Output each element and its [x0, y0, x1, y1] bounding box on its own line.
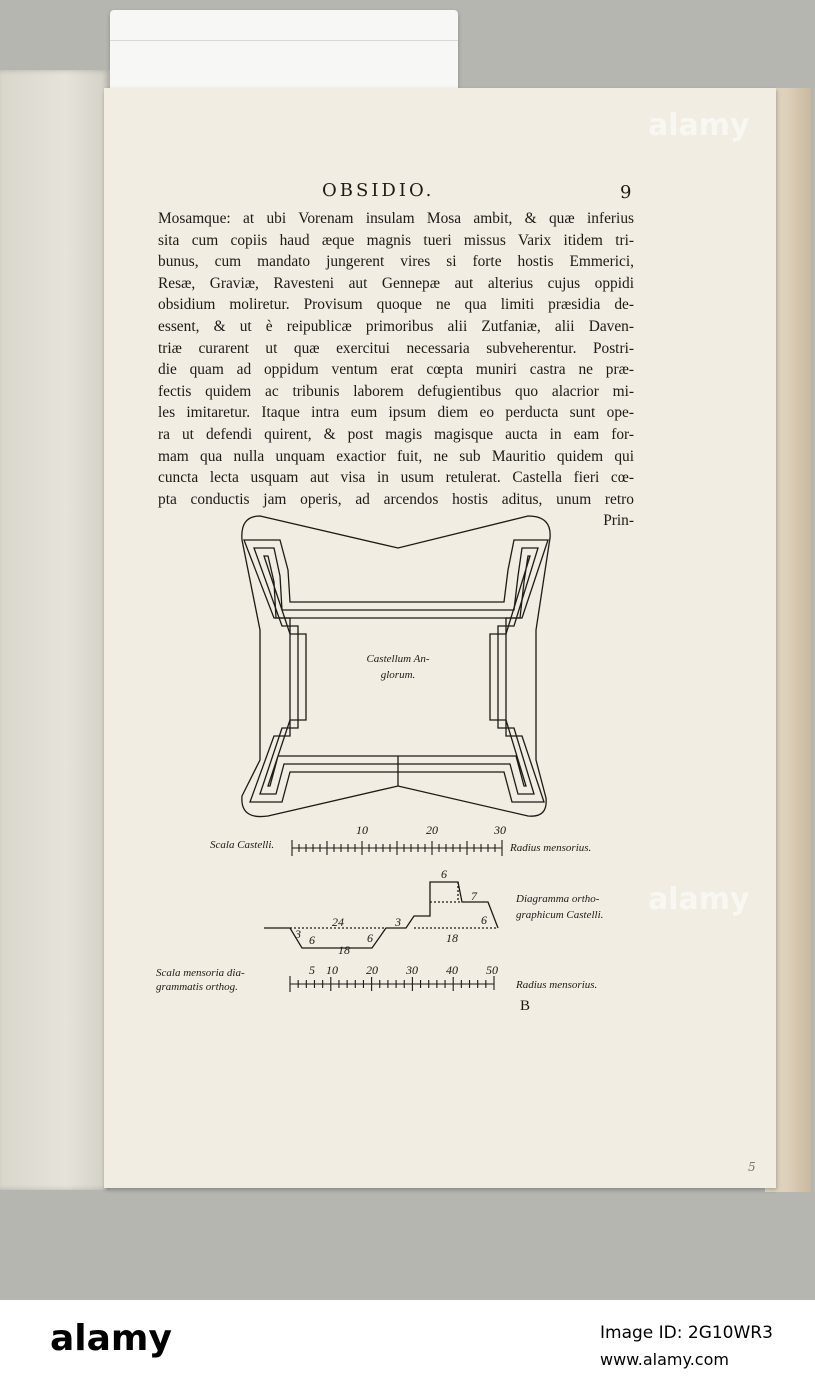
diagram-scale-tick-label: 10: [326, 963, 338, 977]
text-line: Mosamque: at ubi Vorenam insulam Mosa ambit, & quæ inferius: [158, 210, 634, 227]
catchword: Prin-: [603, 512, 634, 530]
diagram-scale-left-line1: Scala mensoria dia-: [156, 967, 245, 979]
watermark: alamy: [648, 882, 750, 917]
profile-dimension: 24: [332, 915, 344, 929]
text-line: bunus, cum mandato jungerent vires si forte hostis Emmerici,: [158, 253, 634, 271]
image-id: Image ID: 2G10WR3: [600, 1323, 773, 1343]
text-line: fectis quidem ac tribunis laborem defugientibus quo alacrior mi-: [158, 382, 634, 400]
diagram-scale-tick-label: 50: [486, 963, 498, 977]
text-line: Resæ, Graviæ, Ravesteni aut Gennepæ aut alterius cujus oppidi: [158, 274, 634, 292]
body-text: [158, 208, 634, 532]
paper-bookmark: [110, 10, 458, 92]
profile-dimension: 6: [481, 913, 487, 927]
profile-label-line2: graphicum Castelli.: [516, 909, 604, 921]
text-line: mam qua nulla unquam exactior fuit, ne sub Mauritio quidem qui: [158, 447, 634, 465]
profile-dimension: 6: [367, 931, 373, 945]
diagram-scale-left-line2: grammatis orthog.: [156, 981, 238, 993]
profile-dimension: 3: [295, 927, 301, 941]
text-line: pta conductis jam operis, ad arcendos hostis aditus, unum retro: [158, 490, 634, 508]
text-line: cuncta lecta usquam aut visa in usum retulerat. Castella fieri cœ-: [158, 469, 634, 487]
diagram-scale-tick-label: 30: [406, 963, 418, 977]
fortress-plan: [242, 516, 550, 817]
diagram-scale-tick-label: 5: [309, 963, 315, 977]
castle-scale-tick-label: 20: [426, 823, 438, 837]
footer-url: www.alamy.com: [600, 1350, 729, 1369]
diagram-scale-tick-label: 40: [446, 963, 458, 977]
text-line: triæ curarent ut quæ exercitui necessaria subveherentur. Postri-: [158, 339, 634, 357]
text-line: sita cum copiis haud æque magnis tueri missus Varix itidem tri-: [158, 231, 634, 249]
diagram-scale-right-label: Radius mensorius.: [516, 979, 598, 991]
text-line: die quam ad oppidum ventum erat cœpta muniri castra ne præ-: [158, 361, 634, 379]
watermark: alamy: [648, 108, 750, 143]
text-line: les imitaretur. Itaque intra eum ipsum diem eo perducta sunt ope-: [158, 404, 634, 422]
profile-dimension: 7: [471, 889, 477, 903]
diagram-scale-tick-label: 20: [366, 963, 378, 977]
castle-scale-left-label: Scala Castelli.: [210, 839, 275, 851]
fortress-plan-illustration: [140, 510, 660, 1010]
text-line: essent, & ut è reipublicæ primoribus alii Zutfaniæ, alii Daven-: [158, 317, 634, 335]
diagram-scale-bar: [290, 976, 494, 992]
profile-dimension: 6: [309, 933, 315, 947]
left-page-edge: [0, 70, 110, 1190]
castle-scale-tick-label: 10: [356, 823, 368, 837]
castle-scale-tick-label: 30: [494, 823, 506, 837]
profile-dimension: 3: [395, 915, 401, 929]
profile-dimension: 18: [338, 943, 350, 957]
plan-label-line1: Castellum An-: [366, 653, 430, 665]
castle-scale-bar: [292, 840, 502, 856]
alamy-logo: alamy: [50, 1318, 172, 1359]
profile-dimension: 6: [441, 867, 447, 881]
profile-label-line1: Diagramma ortho-: [516, 893, 600, 905]
page-number: 9: [620, 182, 632, 203]
plan-label-line2: glorum.: [380, 669, 416, 681]
running-head: OBSIDIO.: [322, 180, 435, 201]
margin-note: 5: [748, 1160, 756, 1174]
castle-scale-right-label: Radius mensorius.: [510, 842, 592, 854]
text-line: ra ut defendi quirent, & post magis magisque aucta in eam for-: [158, 425, 634, 443]
signature-mark: B: [520, 998, 531, 1010]
text-line: obsidium moliretur. Provisum quoque ne qua limiti præsidia de-: [158, 296, 634, 314]
profile-dimension: 18: [446, 931, 458, 945]
